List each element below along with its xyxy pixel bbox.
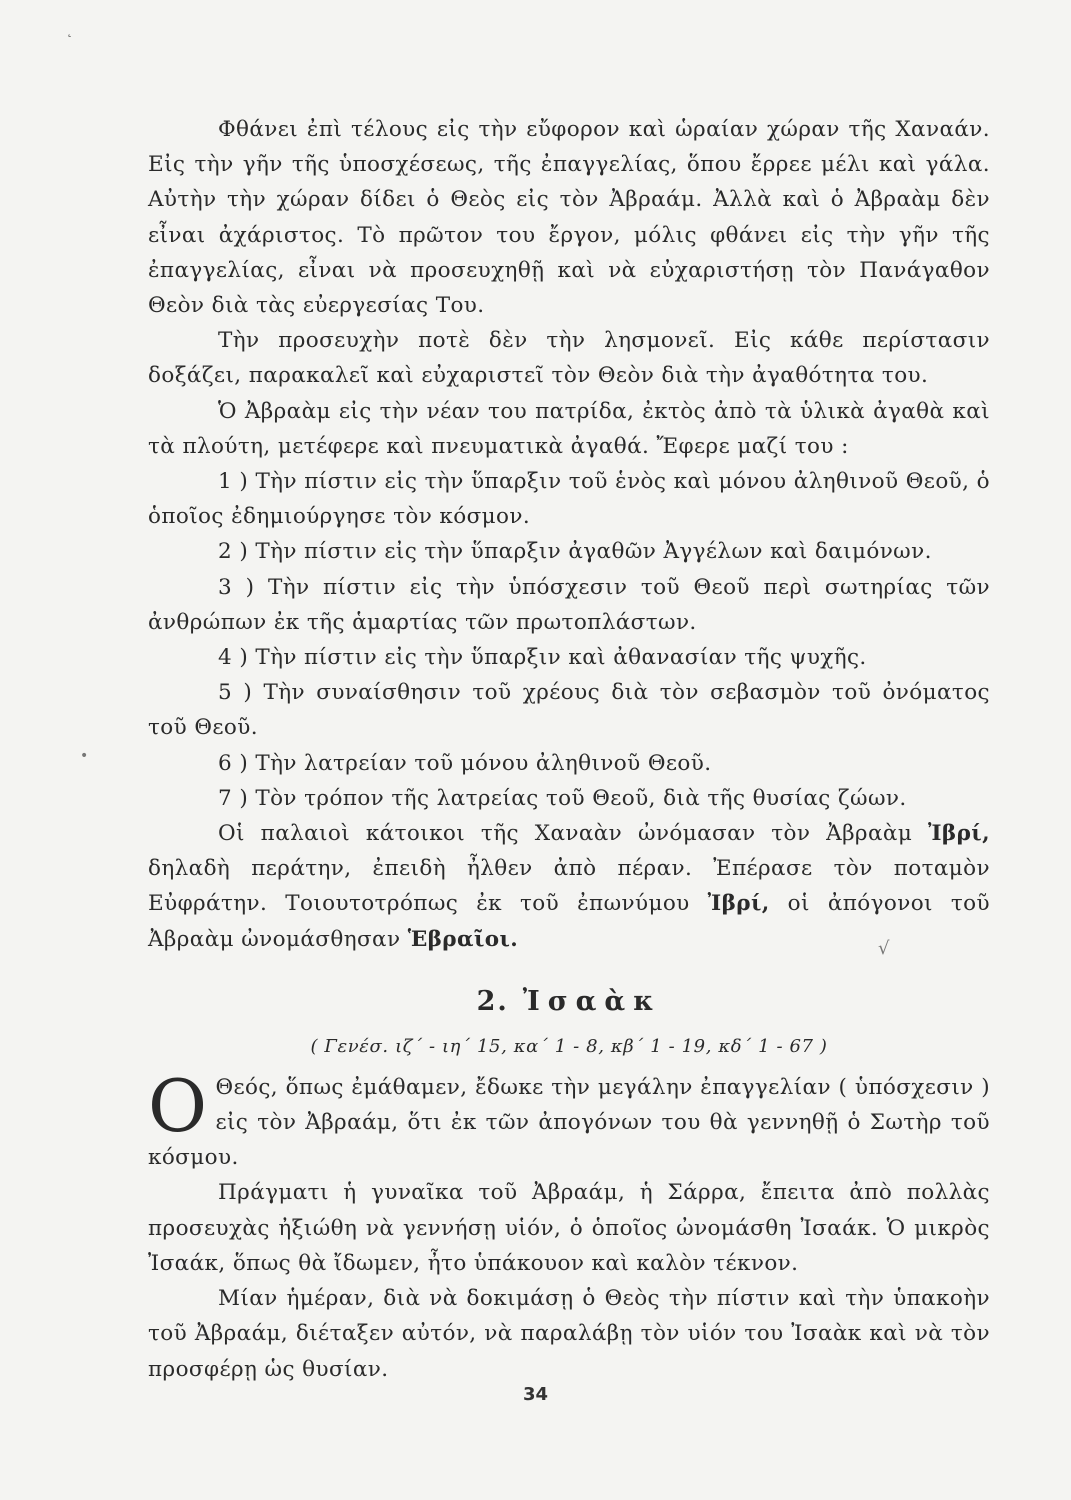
list-item: 5 ) Τὴν συναίσθησιν τοῦ χρέους διὰ τὸν σεβασμὸν τοῦ ὀνόματος τοῦ Θεοῦ. — [148, 680, 990, 741]
paragraph-promise — [148, 1063, 990, 1176]
paragraph-canaan: Φθάνει ἐπὶ τέλους εἰς τὴν εὔφορον καὶ ὡραίαν χώραν τῆς Χαναάν. Εἰς τὴν γῆν τῆς ὑποσχέσεως, τῆς ἐπαγγελίας, ὅπου ἔρρεε μέλι καὶ γάλα. Αὐτὴν τὴν χώραν δίδει ὁ Θεὸς εἰς τὸν Ἀβραάμ. Ἀλλὰ καὶ ὁ Ἀβραὰμ δὲν εἶναι ἀχάριστος. Τὸ πρῶτον του ἔργον, μόλις φθάνει εἰς τὴν γῆν τῆς ἐπαγγελίας, εἶναι νὰ προσευχηθῇ καὶ νὰ εὐχαριστήσῃ τὸν Πανάγαθον Θεὸν διὰ τὰς εὐεργεσίας Του. — [148, 117, 990, 319]
drop-cap: Ο — [148, 1063, 208, 1148]
list-item: 3 ) Τὴν πίστιν εἰς τὴν ὑπόσχεσιν τοῦ Θεοῦ περὶ σωτηρίας τῶν ἀνθρώπων ἐκ τῆς ἁμαρτίας τῶν πρωτοπλάστων. — [148, 574, 990, 635]
text-segment: δηλαδὴ περάτην, ἐπειδὴ ἦλθεν ἀπὸ πέραν. Ἐπέρασε τὸν ποταμὸν Εὐφράτην. Τοιουτοτρόπως ἐκ τοῦ ἐπωνύμου — [148, 856, 990, 917]
list-item: 2 ) Τὴν πίστιν εἰς τὴν ὕπαρξιν ἀγαθῶν Ἀγγέλων καὶ δαιμόνων. — [218, 539, 932, 565]
paragraph-test: Μίαν ἡμέραν, διὰ νὰ δοκιμάσῃ ὁ Θεὸς τὴν πίστιν καὶ τὴν ὑπακοὴν τοῦ Ἀβραάμ, διέταξεν αὐτόν, νὰ παραλάβῃ τὸν υἱόν του Ἰσαὰκ καὶ νὰ τὸν προσφέρῃ ὡς θυσίαν. — [148, 1286, 990, 1382]
bold-term-ivri: Ἰβρί, — [928, 821, 990, 847]
list-item: 1 ) Τὴν πίστιν εἰς τὴν ὕπαρξιν τοῦ ἑνὸς καὶ μόνου ἀληθινοῦ Θεοῦ, ὁ ὁποῖος ἐδημιούργησε τὸν κόσμον. — [148, 469, 990, 530]
scan-speck: • — [80, 748, 89, 764]
paragraph-spiritual-goods: Ὁ Ἀβραὰμ εἰς τὴν νέαν του πατρίδα, ἐκτὸς ἀπὸ τὰ ὑλικὰ ἀγαθὰ καὶ τὰ πλούτη, μετέφερε καὶ πνευματικὰ ἀγαθά. Ἔφερε μαζί του : — [148, 398, 990, 459]
scripture-reference: ( Γενέσ. ιζ΄ - ιη΄ 15, κα΄ 1 - 8, κβ΄ 1 - 19, κδ΄ 1 - 67 ) — [310, 1035, 828, 1057]
scan-speck: ˛ — [66, 22, 73, 38]
section-title: Ἰσαὰκ — [522, 985, 662, 1017]
paragraph-promise-text: Θεός, ὅπως ἐμάθαμεν, ἔδωκε τὴν μεγάλην ἐπαγγελίαν ( ὑπόσχεσιν ) εἰς τὸν Ἀβραάμ, ὅτι ἐκ τῶν ἀπογόνων του θὰ γεννηθῇ ὁ Σωτὴρ τοῦ κόσμου. — [148, 1074, 990, 1171]
bold-term-hebrews: Ἑβραῖοι. — [407, 926, 519, 952]
pencil-tick-mark: √ — [878, 938, 890, 959]
page-number: 34 — [522, 1384, 549, 1405]
bold-term-ivri: Ἰβρί, — [707, 891, 770, 917]
page-body — [148, 112, 990, 1387]
paragraph-isaac-birth: Πράγματι ἡ γυναῖκα τοῦ Ἀβραάμ, ἡ Σάρρα, ἔπειτα ἀπὸ πολλὰς προσευχὰς ἠξιώθη νὰ γεννήσῃ υἱόν, ὁ ὁποῖος ὠνομάσθη Ἰσαάκ. Ὁ μικρὸς Ἰσαάκ, ὅπως θὰ ἴδωμεν, ἦτο ὑπάκουον καὶ καλὸν τέκνον. — [148, 1180, 990, 1276]
list-item: 6 ) Τὴν λατρείαν τοῦ μόνου ἀληθινοῦ Θεοῦ. — [218, 750, 712, 776]
text-segment: οἱ ἀπόγονοι τοῦ Ἀβραὰμ ὠνομάσθησαν — [148, 891, 990, 952]
list-item: 7 ) Τὸν τρόπον τῆς λατρείας τοῦ Θεοῦ, διὰ τῆς θυσίας ζώων. — [218, 785, 907, 811]
section-number: 2. — [476, 985, 509, 1017]
list-item: 4 ) Τὴν πίστιν εἰς τὴν ὕπαρξιν καὶ ἀθανασίαν τῆς ψυχῆς. — [218, 645, 867, 671]
section-heading — [148, 982, 990, 1022]
paragraph-hebrews — [148, 816, 990, 957]
paragraph-prayer: Τὴν προσευχὴν ποτὲ δὲν τὴν λησμονεῖ. Εἰς κάθε περίστασιν δοξάζει, παρακαλεῖ καὶ εὐχαριστεῖ τὸν Θεὸν διὰ τὴν ἀγαθότητα του. — [148, 328, 990, 389]
text-segment: Οἱ παλαιοὶ κάτοικοι τῆς Χαναὰν ὠνόμασαν τὸν Ἀβραὰμ — [218, 821, 928, 847]
